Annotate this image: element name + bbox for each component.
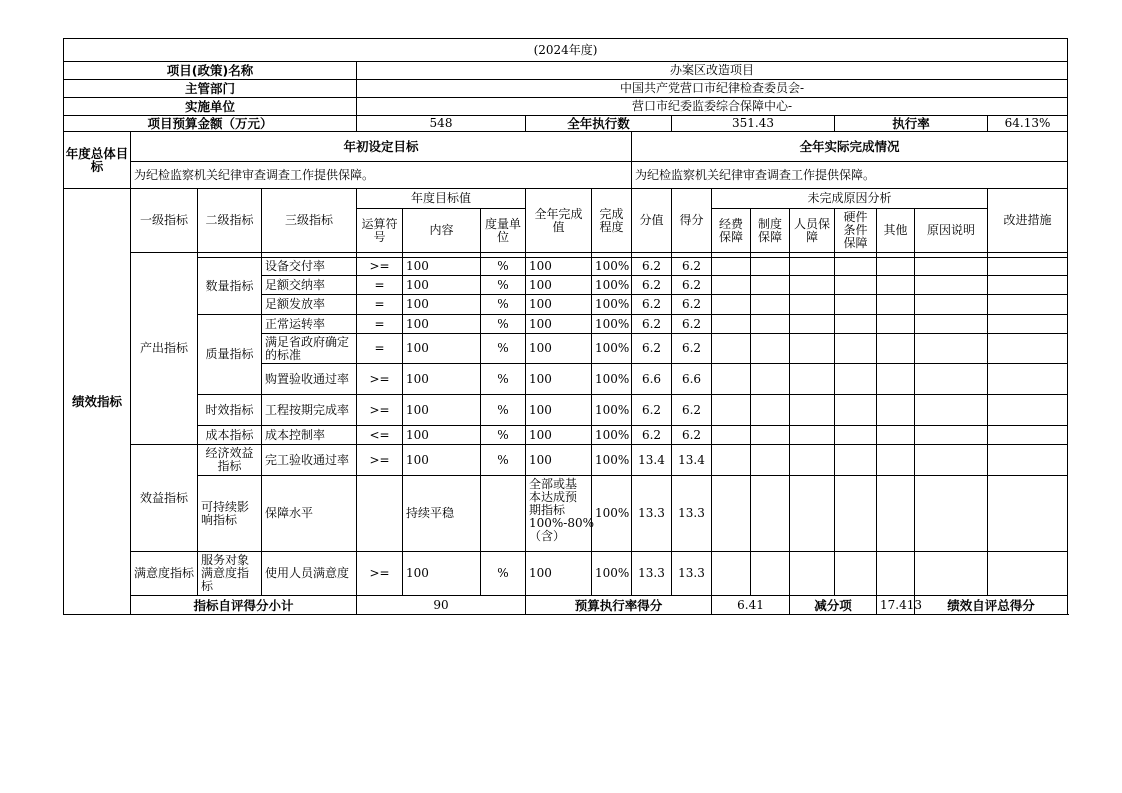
reason-staff-header: 人员保障 <box>793 216 830 244</box>
indicator-weight: 6.2 <box>632 426 672 445</box>
indicator-unit: % <box>481 395 526 426</box>
indicator-actual: 全部或基本达成预期指标100%-80%（含） <box>529 477 595 543</box>
indicator-degree: 100% <box>592 276 632 295</box>
benefit-group: 效益指标 <box>131 445 198 552</box>
indicator-op: = <box>357 334 403 364</box>
dept-label: 主管部门 <box>64 80 357 98</box>
actual-header: 全年完成值 <box>534 206 583 234</box>
initial-goal-text: 为纪检监察机关纪律审查调查工作提供保障。 <box>131 162 632 189</box>
indicator-name: 使用人员满意度 <box>265 566 350 580</box>
indicator-weight: 13.3 <box>632 552 672 596</box>
table-row <box>64 315 1068 334</box>
indicator-op: >= <box>357 552 403 596</box>
indicator-score: 6.2 <box>672 276 712 295</box>
indicator-degree: 100% <box>592 445 632 476</box>
indicator-op <box>357 476 403 552</box>
indicator-score: 6.2 <box>672 315 712 334</box>
indicator-content: 100 <box>403 258 481 276</box>
indicator-name: 购置验收通过率 <box>265 371 350 386</box>
indicator-degree: 100% <box>592 395 632 426</box>
unit-header: 度量单位 <box>484 216 521 244</box>
indicator-content: 100 <box>403 395 481 426</box>
indicator-actual: 100 <box>526 295 592 315</box>
performance-evaluation-sheet <box>63 38 1067 624</box>
indicator-name: 正常运转率 <box>265 316 326 331</box>
indicator-content: 100 <box>403 552 481 596</box>
indicator-unit <box>481 476 526 552</box>
level2-header: 二级指标 <box>198 189 262 253</box>
indicator-unit: % <box>481 334 526 364</box>
indicator-name: 完工验收通过率 <box>265 452 350 467</box>
reason-explain-header: 原因说明 <box>915 209 988 253</box>
project-name-label: 项目(政策)名称 <box>64 62 357 80</box>
budget-label: 项目预算金额（万元） <box>64 116 357 132</box>
indicator-unit: % <box>481 258 526 276</box>
indicator-op: >= <box>357 364 403 395</box>
table-row <box>64 552 1068 596</box>
indicator-content: 持续平稳 <box>403 476 481 552</box>
indicator-content: 100 <box>403 445 481 476</box>
level1-header: 一级指标 <box>131 189 198 253</box>
indicator-weight: 6.2 <box>632 395 672 426</box>
indicator-weight: 6.2 <box>632 315 672 334</box>
indicator-content: 100 <box>403 364 481 395</box>
table-row <box>64 258 1068 276</box>
unit-value: 营口市纪委监委综合保障中心- <box>357 98 1068 116</box>
indicator-name: 满足省政府确定的标准 <box>265 334 350 362</box>
indicator-degree: 100% <box>592 552 632 596</box>
level3-header: 三级指标 <box>262 189 357 253</box>
indicator-name: 保障水平 <box>262 476 357 552</box>
indicator-op: >= <box>357 395 403 426</box>
budget-score-label: 预算执行率得分 <box>526 596 712 615</box>
table-row <box>64 395 1068 426</box>
content-header: 内容 <box>403 209 481 253</box>
indicator-unit: % <box>481 295 526 315</box>
target-header: 年度目标值 <box>357 189 526 209</box>
table-row <box>64 426 1068 445</box>
timeliness-group: 时效指标 <box>198 395 262 426</box>
budget-score-value: 6.41 <box>712 596 790 615</box>
indicator-actual: 100 <box>526 552 592 596</box>
sustainable-group: 可持续影响指标 <box>201 499 250 527</box>
deduct-label: 减分项 <box>790 596 877 615</box>
reasons-header: 未完成原因分析 <box>712 189 988 209</box>
indicator-op: = <box>357 315 403 334</box>
indicator-name: 成本控制率 <box>265 427 326 442</box>
indicator-degree: 100% <box>592 476 632 552</box>
quality-group: 质量指标 <box>198 315 262 395</box>
indicator-name: 设备交付率 <box>265 259 326 273</box>
indicator-score: 6.2 <box>672 334 712 364</box>
indicator-score: 13.3 <box>672 552 712 596</box>
indicator-score: 6.2 <box>672 426 712 445</box>
actual-goal-label: 全年实际完成情况 <box>632 132 1068 162</box>
indicator-degree: 100% <box>592 334 632 364</box>
indicator-degree: 100% <box>592 258 632 276</box>
reason-system-header: 制度保障 <box>757 216 782 244</box>
indicator-weight: 13.3 <box>632 476 672 552</box>
deduct-value: 17.413 <box>877 596 915 615</box>
indicator-actual: 100 <box>526 315 592 334</box>
reason-other-header: 其他 <box>877 209 915 253</box>
indicator-content: 100 <box>403 315 481 334</box>
indicator-unit: % <box>481 552 526 596</box>
project-name: 办案区改造项目 <box>357 62 1068 80</box>
indicator-content: 100 <box>403 295 481 315</box>
op-header: 运算符号 <box>361 216 398 244</box>
service-group: 服务对象满意度指标 <box>201 553 250 593</box>
indicator-unit: % <box>481 276 526 295</box>
exec-label: 全年执行数 <box>526 116 672 132</box>
table-row <box>64 445 1068 476</box>
subtotal-label: 指标自评得分小计 <box>131 596 357 615</box>
dept-value: 中国共产党营口市纪律检查委员会- <box>357 80 1068 98</box>
improve-header: 改进措施 <box>988 189 1068 253</box>
indicator-score: 13.3 <box>672 476 712 552</box>
indicator-actual: 100 <box>526 258 592 276</box>
indicator-score: 6.6 <box>672 364 712 395</box>
indicator-weight: 13.4 <box>632 445 672 476</box>
indicator-score: 13.4 <box>672 445 712 476</box>
indicator-weight: 6.2 <box>632 334 672 364</box>
indicator-actual: 100 <box>526 334 592 364</box>
indicator-degree: 100% <box>592 364 632 395</box>
indicator-weight: 6.6 <box>632 364 672 395</box>
reason-fund-header: 经费保障 <box>718 216 743 244</box>
indicator-op: <= <box>357 426 403 445</box>
perf-indicator-label: 绩效指标 <box>64 189 131 615</box>
satisfaction-group: 满意度指标 <box>134 566 195 580</box>
indicator-score: 6.2 <box>672 295 712 315</box>
cost-group: 成本指标 <box>198 426 262 445</box>
indicator-content: 100 <box>403 426 481 445</box>
score-header: 得分 <box>672 189 712 253</box>
indicator-actual: 100 <box>526 276 592 295</box>
indicator-unit: % <box>481 315 526 334</box>
indicator-actual: 100 <box>526 426 592 445</box>
indicator-unit: % <box>481 426 526 445</box>
budget-value: 548 <box>357 116 526 132</box>
indicator-actual: 100 <box>526 395 592 426</box>
reason-hardware-header: 硬件条件保障 <box>843 210 868 250</box>
indicator-content: 100 <box>403 334 481 364</box>
indicator-degree: 100% <box>592 426 632 445</box>
actual-goal-text: 为纪检监察机关纪律审查调查工作提供保障。 <box>632 162 1068 189</box>
subtotal-value: 90 <box>357 596 526 615</box>
table-row <box>64 476 1068 552</box>
indicator-degree: 100% <box>592 315 632 334</box>
indicator-op: = <box>357 276 403 295</box>
degree-header: 完成程度 <box>599 206 624 234</box>
economic-group: 经济效益指标 <box>205 446 254 473</box>
rate-value: 64.13% <box>988 116 1068 132</box>
indicator-content: 100 <box>403 276 481 295</box>
initial-goal-label: 年初设定目标 <box>131 132 632 162</box>
indicator-op: >= <box>357 445 403 476</box>
indicator-score: 6.2 <box>672 258 712 276</box>
exec-value: 351.43 <box>672 116 835 132</box>
evaluation-table <box>63 38 1068 615</box>
indicator-unit: % <box>481 445 526 476</box>
rate-label: 执行率 <box>835 116 988 132</box>
indicator-op: >= <box>357 258 403 276</box>
output-group: 产出指标 <box>131 253 198 445</box>
overall-goal-label: 年度总体目标 <box>65 146 129 174</box>
year-title: (2024年度) <box>64 39 1068 62</box>
total-score-label: 绩效自评总得分 <box>915 596 1068 615</box>
indicator-unit: % <box>481 364 526 395</box>
indicator-weight: 6.2 <box>632 295 672 315</box>
indicator-degree: 100% <box>592 295 632 315</box>
indicator-weight: 6.2 <box>632 258 672 276</box>
weight-header: 分值 <box>632 189 672 253</box>
indicator-name: 足额交纳率 <box>265 277 326 292</box>
indicator-op: = <box>357 295 403 315</box>
unit-label: 实施单位 <box>64 98 357 116</box>
indicator-actual: 100 <box>526 445 592 476</box>
quantity-group: 数量指标 <box>198 258 262 315</box>
indicator-name: 足额发放率 <box>265 297 326 311</box>
indicator-score: 6.2 <box>672 395 712 426</box>
indicator-name: 工程按期完成率 <box>265 402 350 417</box>
indicator-weight: 6.2 <box>632 276 672 295</box>
indicator-actual: 100 <box>526 364 592 395</box>
